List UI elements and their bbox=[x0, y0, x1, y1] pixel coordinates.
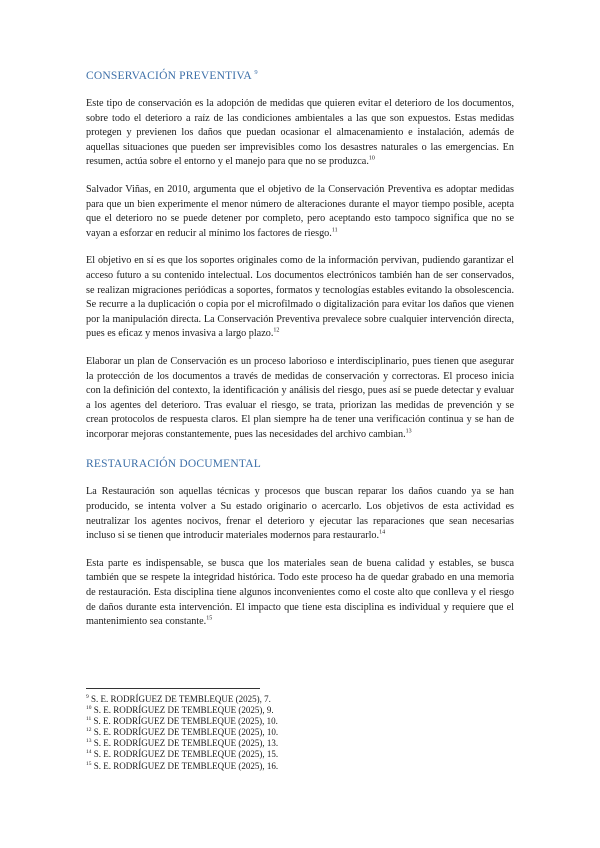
footnote: $^{10}$ S. E. RODRÍGUEZ DE TEMBLEQUE (2025), 9. bbox=[86, 705, 274, 716]
paragraph: Elaborar un plan de Conservación es un proceso laborioso e interdisciplinario, pues tienen que asegurar la protección de los documentos a través de medidas de conservación y correctoras. El proceso inicia con la definición del contexto, la identificación y análisis del riesgo, pues así se puede detectar y evaluar a los agentes del deterioro. Tras evaluar el riesgo, se trata, priorizan las medidas de prevención y se crean protocolos de respuesta claros. El plan siempre ha de tener una verificación continua y se han de incorporar mejoras constantemente, pues las necesidades del archivo cambian.$^{13}$ bbox=[86, 355, 514, 440]
paragraph: Este tipo de conservación es la adopción de medidas que quieren evitar el deterioro de los documentos, sobre todo el deterioro a raíz de las condiciones ambientales a las que son expuestos. Estas medidas protegen y previenen los daños que puedan ocasionar el almacenamiento e instalación, además de aquellas situaciones que pueden ser imprevisibles como los desastres naturales o las emergencias. En resumen, actúa sobre el entorno y el manejo para que no se produzca.$^{10}$ bbox=[86, 98, 514, 168]
footnote-ref: 13 bbox=[405, 428, 412, 435]
paragraph: El objetivo en sí es que los soportes originales como de la información pervivan, pudiendo garantizar el acceso futuro a su contenido intelectual. Los documentos electrónicos también han de ser conservados, se realizan migraciones periódicas a soportes, formatos y tecnologías estables evitando la obsolescencia. Se recurre a la duplicación o copia por el microfilmado o digitalización para evitar los daños que vienen por la manipulación directa. La Conservación Preventiva prevalece sobre cualquier intervención directa, pues es eficaz y menos invasiva a largo plazo.$^{12}$ bbox=[86, 255, 514, 340]
footnote-ref: 12 bbox=[273, 327, 280, 334]
paragraph: Salvador Viñas, en 2010, argumenta que el objetivo de la Conservación Preventiva es adoptar medidas para que un bien experimente el menor número de alteraciones durante el mayor tiempo posible, acepta que el deterioro no se puede detener por completo, pero aceptando esto tampoco significa que no se vayan a esforzar en reducir al mínimo los factores de riesgo.$^{11}$ bbox=[86, 183, 514, 239]
footnote: $^{15}$ S. E. RODRÍGUEZ DE TEMBLEQUE (2025), 16. bbox=[86, 760, 279, 771]
footnote-ref: 10 bbox=[368, 155, 375, 162]
paragraph: La Restauración son aquellas técnicas y procesos que buscan reparar los daños cuando ya se han producido, se intenta volver a Su estado originario o acercarlo. Los objetivos de esta actividad es neutralizar los agentes nocivos, frenar el deterioro y ejecutar las reparaciones que sean necesarias incluso si se tienen que introducir materiales modernos para restaurarlo.$^{14}$ bbox=[86, 486, 514, 542]
footnote-ref: 14 bbox=[379, 529, 386, 536]
page-body bbox=[86, 70, 514, 643]
footnote-ref: 11 bbox=[331, 227, 338, 234]
footnote-separator bbox=[86, 688, 260, 689]
footnote-ref: 15 bbox=[206, 615, 213, 622]
footnotes bbox=[86, 694, 506, 772]
footnote: $^{11}$ S. E. RODRÍGUEZ DE TEMBLEQUE (2025), 10. bbox=[86, 716, 278, 727]
footnote: $^{14}$ S. E. RODRÍGUEZ DE TEMBLEQUE (2025), 15. bbox=[86, 749, 279, 760]
footnote: $^9$ S. E. RODRÍGUEZ DE TEMBLEQUE (2025), 7. bbox=[86, 694, 271, 704]
section-heading-restauracion: RESTAURACIÓN DOCUMENTAL bbox=[86, 458, 261, 471]
section-heading-conservacion: CONSERVACIÓN PREVENTIVA $^9$ bbox=[86, 69, 258, 82]
footnote-ref: 9 bbox=[254, 69, 258, 77]
footnote: $^{13}$ S. E. RODRÍGUEZ DE TEMBLEQUE (2025), 13. bbox=[86, 738, 279, 749]
paragraph: Esta parte es indispensable, se busca que los materiales sean de buena calidad y estables, se busca también que se respete la integridad histórica. Todo este proceso ha de quedar grabado en una memoria de restauración. Esta disciplina tiene algunos inconvenientes como el coste alto que conlleva y el riesgo de daños durante esta intervención. El impacto que tiene esta disciplina es individual y requiere que el mantenimiento sea constante.$^{15}$ bbox=[86, 557, 514, 628]
footnote: $^{12}$ S. E. RODRÍGUEZ DE TEMBLEQUE (2025), 10. bbox=[86, 727, 279, 738]
